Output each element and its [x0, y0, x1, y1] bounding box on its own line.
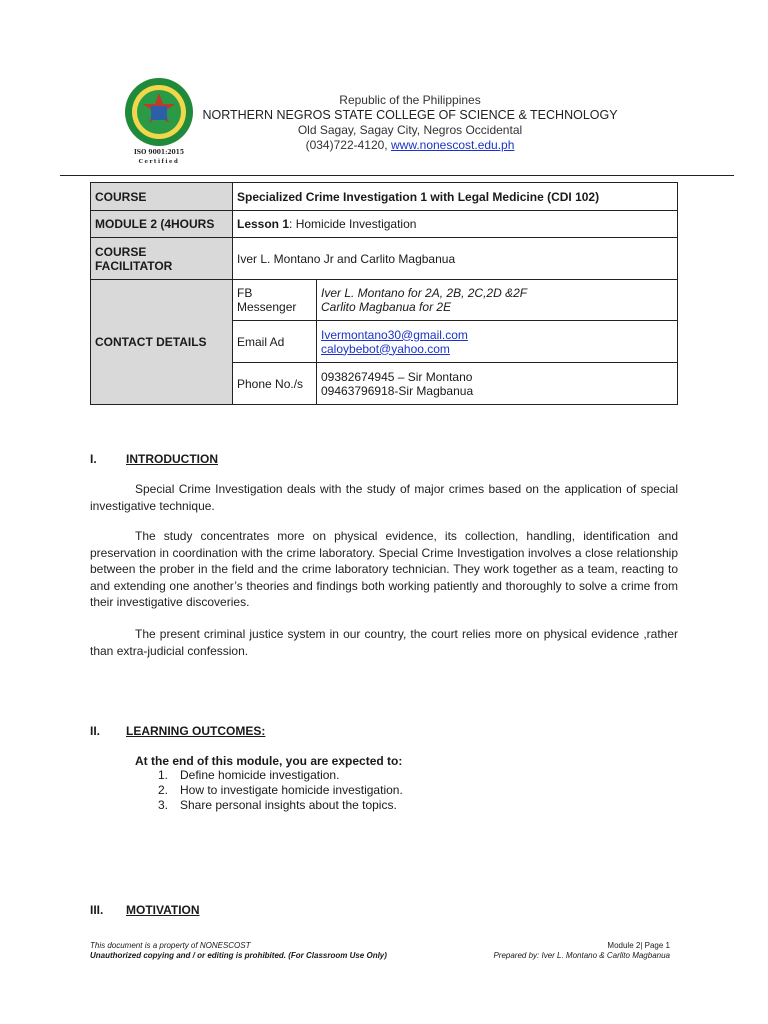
header-college-name: NORTHERN NEGROS STATE COLLEGE OF SCIENCE & TECHNOLOGY — [202, 108, 618, 122]
header-divider — [60, 175, 734, 176]
header-republic: Republic of the Philippines — [339, 93, 481, 107]
lesson-title: : Homicide Investigation — [289, 217, 417, 231]
course-value: Specialized Crime Investigation 1 with Legal Medicine (CDI 102) — [233, 183, 678, 211]
phone-montano: 09382674945 – Sir Montano — [321, 369, 473, 384]
section-title: INTRODUCTION — [126, 452, 218, 466]
intro-paragraph-2: The study concentrates more on physical evidence, its collection, handling, identification and preservation in coordination with the crime laboratory. Special Crime Investigation involves a close relationship between the prober in the field and the crime laboratory technician. They work together as a team, reacting to and extending one another’s theories and findings both working patiently and thoroughly to solve a crime from their investigative discoveries. — [90, 529, 678, 609]
section-number: III. — [90, 903, 104, 917]
fb-label-line2: Messenger — [237, 300, 297, 314]
footer-prepared-by: Prepared by: Iver L. Montano & Carlito Magbanua — [493, 951, 670, 960]
email-label: Email Ad — [233, 321, 317, 363]
seal-certified-text: Certified — [138, 159, 180, 165]
email-link-montano[interactable]: Ivermontano30@gmail.com — [321, 327, 468, 342]
section-title: LEARNING OUTCOMES: — [126, 724, 266, 738]
fb-value-line1: Iver L. Montano for 2A, 2B, 2C,2D &2F — [321, 286, 528, 300]
fb-value — [317, 280, 678, 321]
intro-paragraph-1: Special Crime Investigation deals with the study of major crimes based on the application of special investigative technique. — [90, 482, 678, 513]
intro-paragraph-3: The present criminal justice system in our country, the court relies more on physical evidence ,rather than extra-judicial confession. — [90, 627, 678, 658]
lesson-prefix: Lesson 1 — [237, 217, 290, 231]
course-row — [91, 183, 678, 211]
lesson-value — [233, 211, 678, 238]
section-learning-outcomes-heading — [90, 724, 265, 738]
list-item: 1. Define homicide investigation. — [158, 768, 340, 782]
fb-label-line1: FB — [237, 286, 253, 300]
phone-label: Phone No./s — [233, 363, 317, 405]
facilitator-label — [91, 238, 233, 280]
footer-page-info — [440, 941, 670, 961]
list-item: 3. Share personal insights about the topics. — [158, 798, 397, 812]
header-contact-line — [150, 138, 670, 153]
list-item: 2. How to investigate homicide investigation. — [158, 783, 403, 797]
facilitator-value: Iver L. Montano Jr and Carlito Magbanua — [233, 238, 678, 280]
learning-outcomes-intro: At the end of this module, you are expected to: — [135, 754, 403, 768]
header-address: Old Sagay, Sagay City, Negros Occidental — [297, 123, 523, 137]
fb-value-line2: Carlito Magbanua for 2E — [321, 300, 452, 314]
document-header — [0, 0, 768, 176]
phone-magbanua: 09463796918-Sir Magbanua — [321, 383, 474, 398]
module-label: MODULE 2 (4HOURS — [91, 211, 233, 238]
section-introduction-heading — [90, 452, 218, 466]
footer-notice — [90, 941, 387, 961]
facilitator-label-line2: FACILITATOR — [95, 258, 173, 273]
email-value — [317, 321, 678, 363]
header-phone: (034)722-4120, — [305, 138, 391, 152]
course-label: COURSE — [91, 183, 233, 211]
header-text-block — [150, 93, 670, 153]
facilitator-label-line1: COURSE — [95, 244, 147, 259]
section-motivation-heading — [90, 903, 200, 917]
header-website-link[interactable]: www.nonescost.edu.ph — [390, 138, 515, 152]
footer-page-number: Module 2| Page 1 — [607, 941, 670, 950]
fb-label — [233, 280, 317, 321]
section-number: I. — [90, 452, 97, 466]
module-row — [91, 211, 678, 238]
footer-copy-warning: Unauthorized copying and / or editing is prohibited. (For Classroom Use Only) — [90, 951, 387, 960]
fb-row — [91, 280, 678, 321]
contact-details-label: CONTACT DETAILS — [91, 280, 233, 405]
section-title: MOTIVATION — [126, 903, 200, 917]
email-link-magbanua[interactable]: caloybebot@yahoo.com — [321, 341, 450, 356]
footer-property-note: This document is a property of NONESCOST — [90, 941, 251, 950]
seal-iso-text: ISO 9001:2015 — [133, 149, 185, 156]
section-number: II. — [90, 724, 101, 738]
phone-value — [317, 363, 678, 405]
course-info-table — [90, 182, 678, 405]
learning-outcomes-list — [158, 768, 403, 813]
facilitator-row — [91, 238, 678, 280]
